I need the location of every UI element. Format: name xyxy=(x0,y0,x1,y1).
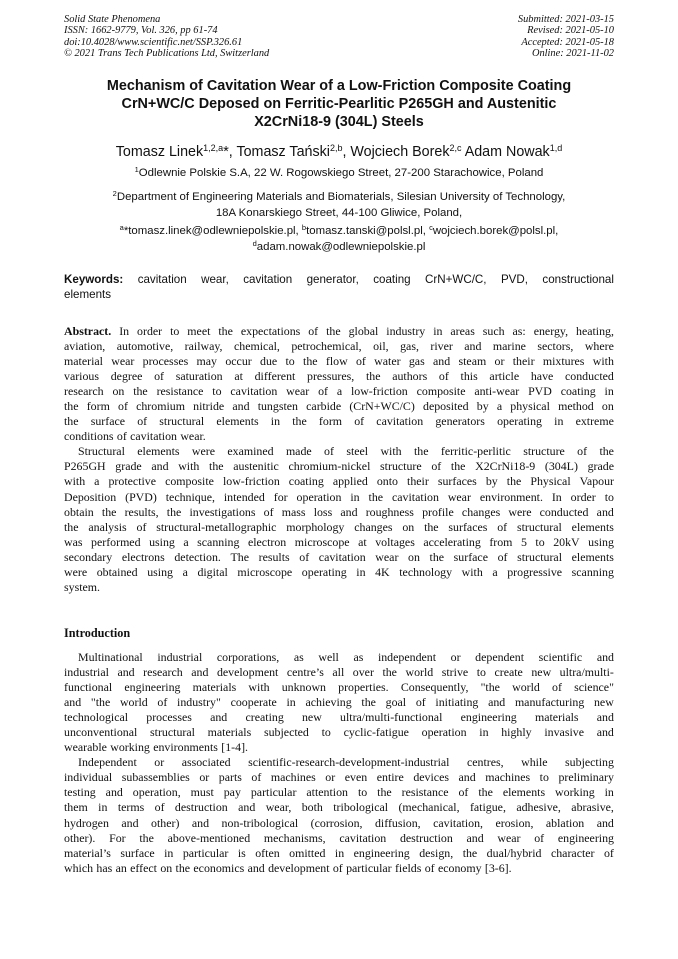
keywords-label: Keywords: xyxy=(64,273,124,286)
abstract-line: P265GH grade and with the austenitic chromium-nickel structure of the X2CrNi18-9 (304L) grade xyxy=(64,459,614,474)
keywords xyxy=(64,273,614,303)
author-emails xyxy=(50,224,628,255)
keyword-text: generator, xyxy=(306,273,359,286)
abstract-line: material wear processes may occur due to the flow of water gas and steam or their mixtures with xyxy=(64,354,614,369)
abstract xyxy=(64,324,614,595)
affil-sup: 1 xyxy=(134,165,139,174)
submitted-date: Submitted: 2021-03-15 xyxy=(517,14,614,25)
abstract-line: with a protective composite low-friction coating applied onto their surfaces by the Physical Vapour xyxy=(64,474,614,489)
introduction-line: and "the world of industry" cooperate in achieving the goal of initiating and manufacturing new xyxy=(64,695,614,710)
affil-sup: 2 xyxy=(112,189,117,198)
introduction-line: testing and operation, must pay particular attention to the resistance of the elements working in xyxy=(64,785,614,800)
introduction-line: industrial and research and development centre’s all over the world strive to create new ultra/multi- xyxy=(64,665,614,680)
abstract-line: was performed using a scanning electron microscope at voltages accelerating from 5 to 20kV using xyxy=(64,534,614,549)
author-affil-sup: 1,2,a xyxy=(203,143,224,153)
abstract-line: various degree of saturation at different pressures, the authors of this article have conducted xyxy=(64,369,614,384)
abstract-line: obtain the results, the investigations of mass loss and roughness profile changes were conducted and xyxy=(64,504,614,519)
author-list xyxy=(40,143,638,161)
introduction-line: unconventional structural materials subjected to cyclic-fatigue operation in highly invasive and xyxy=(64,725,614,740)
email-link[interactable]: *tomasz.linek@odlewniepolskie.pl, xyxy=(123,225,302,237)
keyword-text: coating xyxy=(373,273,411,286)
dates-header xyxy=(518,14,614,60)
online-date: Online: 2021-11-02 xyxy=(531,48,614,60)
introduction-line: which has an effect on the economics and development of particular fields of economy [3-6]. xyxy=(64,860,512,875)
author-name: Tomasz Linek xyxy=(115,144,204,160)
title-line: Mechanism of Cavitation Wear of a Low-Friction Composite Coating xyxy=(106,78,572,94)
accepted-date: Accepted: 2021-05-18 xyxy=(521,36,614,48)
introduction-body xyxy=(64,650,614,876)
journal-copyright: © 2021 Trans Tech Publications Ltd, Switzerland xyxy=(64,48,270,60)
journal-issn: ISSN: 1662-9779, Vol. 326, pp 61-74 xyxy=(64,25,218,37)
affil-text: 18A Konarskiego Street, 44-100 Gliwice, Poland, xyxy=(215,206,463,219)
abstract-line: Abstract. In order to meet the expectations of the global industry in areas such as: energy, heating, xyxy=(64,324,614,338)
abstract-line: were obtained using a digital microscope operating in 4K technology with a progressive scanning xyxy=(64,564,614,579)
abstract-line: secondary electrons detection. The results of cavitation wear on the surface of structural elements xyxy=(64,549,614,564)
journal-header xyxy=(64,14,269,60)
author-name: Adam Nowak xyxy=(464,144,550,160)
introduction-line: technological processes and creating new ultra/multi-functional engineering materials and xyxy=(64,710,614,725)
keyword-text: cavitation xyxy=(243,273,293,286)
introduction-line: them in terms of destruction and wear, both tribological (mechanical, fatigue, adhesive, abrasive, xyxy=(64,800,614,815)
author-separator: *, xyxy=(223,144,237,160)
abstract-line: the surface of structural elements in the form of cavitation generators operating in extreme xyxy=(64,414,614,429)
abstract-line: the analysis of structural-metallographic morphology changes on the surfaces of structural elements xyxy=(64,519,614,534)
keyword-text: wear, xyxy=(201,273,229,286)
introduction-line: Independent or associated scientific-research-development-industrial centres, while subjecting xyxy=(78,755,614,770)
author-affil-sup: 1,d xyxy=(549,143,563,153)
introduction-line: other). For the above-mentioned mechanisms, cavitation destruction and wear of engineering xyxy=(64,830,614,845)
introduction-line: Multinational industrial corporations, as well as independent or dependent scientific and xyxy=(78,650,614,664)
journal-doi: doi:10.4028/www.scientific.net/SSP.326.61 xyxy=(64,36,243,48)
journal-name: Solid State Phenomena xyxy=(64,14,161,25)
affil-text: Department of Engineering Materials and Biomaterials, Silesian University of Technology, xyxy=(116,191,566,203)
author-separator: , xyxy=(342,144,351,160)
author-affil-sup: 2,b xyxy=(329,143,343,153)
keyword-text: constructional xyxy=(542,273,614,286)
abstract-line: aviation, automotive, railway, chemical, petrochemical, oil, gas, river and marine sectors, where xyxy=(64,339,614,354)
email-sup: c xyxy=(429,223,433,232)
keywords-line: elements xyxy=(64,288,112,302)
email-sup: d xyxy=(252,238,257,248)
author-name: Tomasz Tański xyxy=(236,144,330,160)
affiliation-2 xyxy=(50,190,628,221)
author-name: Wojciech Borek xyxy=(350,144,450,160)
affil-text: Odlewnie Polskie S.A, 22 W. Rogowskiego Street, 27-200 Starachowice, Poland xyxy=(138,167,544,179)
introduction-heading: Introduction xyxy=(64,626,131,640)
email-sup: b xyxy=(301,223,307,232)
introduction-line: individual subassemblies or parts of machines or even entire devices and machines to preliminary xyxy=(64,770,614,785)
affiliation-1 xyxy=(50,166,628,182)
revised-date: Revised: 2021-05-10 xyxy=(527,25,614,37)
abstract-line: Deposition (PVD) technique, intended for operation in the cavitation wear environment. In order to xyxy=(64,489,614,504)
author-affil-sup: 2,c xyxy=(449,143,462,153)
paper-title xyxy=(64,78,614,131)
email-link[interactable]: wojciech.borek@polsl.pl, xyxy=(432,225,559,237)
abstract-line: research on the resistance to cavitation wear of a low-friction composite anti-wear PVD coating in xyxy=(64,384,614,399)
introduction-line: hydrogen and other) and non-tribological (corrosion, diffusion, cavitation, erosion, ablation and xyxy=(64,815,614,830)
title-line: X2CrNi18-9 (304L) Steels xyxy=(254,113,424,130)
email-link[interactable]: adam.nowak@odlewniepolskie.pl xyxy=(256,240,426,253)
introduction-line: functional engineering materials with unknown properties. Consequently, "the world of science" xyxy=(64,680,614,695)
keyword-text: PVD, xyxy=(500,273,528,286)
email-sup: a xyxy=(119,223,124,232)
keywords-line xyxy=(64,273,614,288)
abstract-label: Abstract. xyxy=(64,324,112,338)
email-link[interactable]: tomasz.tanski@polsl.pl, xyxy=(306,225,430,237)
abstract-line: Structural elements were examined made of steel with the ferritic-perlitic structure of the xyxy=(78,444,614,459)
introduction-line: material’s surface in particular is often omitted in engineering design, the dual/hybrid character of xyxy=(64,845,614,860)
introduction-line: wearable working environments [1-4]. xyxy=(64,740,249,755)
title-line: CrN+WC/C Deposed on Ferritic-Pearlitic P265GH and Austenitic xyxy=(121,95,557,112)
abstract-line: the form of chromium nitride and tungsten carbide (CrN+WC/C) deposited by a physical method on xyxy=(64,399,614,414)
keyword-text: CrN+WC/C, xyxy=(425,273,487,286)
abstract-line: conditions of cavitation wear. xyxy=(64,429,206,444)
abstract-line: system. xyxy=(64,579,101,594)
keyword-text: cavitation xyxy=(137,273,187,286)
